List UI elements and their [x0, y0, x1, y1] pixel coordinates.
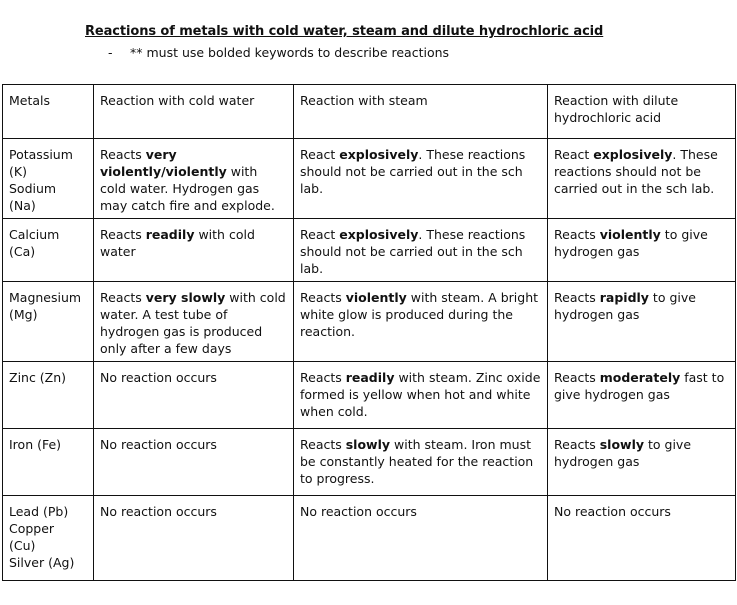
text-post: . These reactions should not be carried out in the sch lab. — [554, 147, 718, 196]
metal-cell — [3, 282, 94, 362]
text-post: with steam. Zinc oxide formed is yellow when hot and white when cold. — [300, 370, 541, 419]
table-row — [3, 139, 736, 219]
table-row — [3, 362, 736, 429]
keyword: very violently/violently — [100, 147, 227, 179]
steam-cell — [294, 429, 548, 496]
text-pre: Reacts — [100, 147, 146, 162]
metal-cell — [3, 362, 94, 429]
keyword: readily — [345, 370, 395, 385]
steam-cell — [294, 362, 548, 429]
keyword: explosively — [593, 147, 673, 162]
metal-name-line: Sodium — [9, 181, 57, 196]
text-post: to give hydrogen gas — [554, 290, 696, 322]
text-pre: Reacts — [554, 227, 600, 242]
cold-water-cell — [94, 282, 294, 362]
header-cell: Reaction with dilute hydrochloric acid — [548, 85, 736, 139]
keyword: explosively — [339, 227, 419, 242]
header-cell: Metals — [3, 85, 94, 139]
header-cell: Reaction with cold water — [94, 85, 294, 139]
table-row — [3, 219, 736, 282]
text-pre: React — [554, 147, 594, 162]
keyword: readily — [145, 227, 195, 242]
metal-name-line: (K) — [9, 164, 27, 179]
cold-water-cell — [94, 219, 294, 282]
acid-cell — [548, 429, 736, 496]
text-pre: Reacts — [554, 290, 600, 305]
text-post: to give hydrogen gas — [554, 227, 708, 259]
text-post: with cold water. Hydrogen gas may catch fire and explode. — [100, 164, 275, 213]
metal-name-line: Silver (Ag) — [9, 555, 75, 570]
text-pre: No reaction occurs — [300, 504, 417, 519]
table-header-row — [3, 85, 736, 139]
steam-cell — [294, 139, 548, 219]
metal-name-line: Potassium — [9, 147, 73, 162]
steam-cell — [294, 282, 548, 362]
document-title: Reactions of metals with cold water, steam and dilute hydrochloric acid — [85, 24, 604, 39]
text-pre: Reacts — [100, 227, 146, 242]
text-pre: Reacts — [300, 437, 346, 452]
metal-name-line: Calcium — [9, 227, 60, 242]
metal-cell — [3, 496, 94, 581]
reactions-table — [2, 84, 736, 581]
cold-water-cell — [94, 139, 294, 219]
text-post: to give hydrogen gas — [554, 437, 692, 469]
metal-name-line: Magnesium — [9, 290, 82, 305]
metal-name-line: (Na) — [9, 198, 36, 213]
acid-cell — [548, 219, 736, 282]
acid-cell — [548, 139, 736, 219]
note-bullet: - — [108, 45, 113, 60]
text-pre: No reaction occurs — [100, 370, 217, 385]
text-pre: Reacts — [554, 370, 600, 385]
keyword: very slowly — [145, 290, 226, 305]
text-post: . These reactions should not be carried out in the sch lab. — [300, 227, 526, 276]
cold-water-cell — [94, 496, 294, 581]
acid-cell — [548, 282, 736, 362]
text-pre: No reaction occurs — [100, 437, 217, 452]
keyword: violently — [599, 227, 661, 242]
metal-name-line: (Ca) — [9, 244, 36, 259]
table-row — [3, 496, 736, 581]
metal-name-line: (Mg) — [9, 307, 38, 322]
metal-cell — [3, 429, 94, 496]
keyword: rapidly — [599, 290, 649, 305]
keyword: violently — [345, 290, 407, 305]
metal-name-line: (Cu) — [9, 538, 36, 553]
text-post: with steam. Iron must be constantly heated for the reaction to progress. — [300, 437, 534, 486]
text-post: with cold water — [100, 227, 255, 259]
keyword: moderately — [599, 370, 681, 385]
steam-cell — [294, 496, 548, 581]
text-pre: Reacts — [100, 290, 146, 305]
steam-cell — [294, 219, 548, 282]
keyword: slowly — [599, 437, 645, 452]
metal-cell — [3, 139, 94, 219]
table-row — [3, 429, 736, 496]
instruction-note — [108, 45, 449, 60]
metal-name-line: Copper — [9, 521, 55, 536]
text-pre: Reacts — [300, 290, 346, 305]
text-post: with steam. A bright white glow is produced during the reaction. — [300, 290, 539, 339]
text-pre: React — [300, 227, 340, 242]
text-pre: No reaction occurs — [554, 504, 671, 519]
metal-name-line: Iron (Fe) — [9, 437, 62, 452]
keyword: slowly — [345, 437, 391, 452]
metal-name-line: Zinc (Zn) — [9, 370, 67, 385]
text-pre: React — [300, 147, 340, 162]
text-post: fast to give hydrogen gas — [554, 370, 725, 402]
text-pre: Reacts — [554, 437, 600, 452]
text-post: . These reactions should not be carried out in the sch lab. — [300, 147, 526, 196]
acid-cell — [548, 362, 736, 429]
keyword: explosively — [339, 147, 419, 162]
text-pre: No reaction occurs — [100, 504, 217, 519]
text-post: with cold water. A test tube of hydrogen gas is produced only after a few days — [100, 290, 286, 356]
cold-water-cell — [94, 429, 294, 496]
metal-name-line: Lead (Pb) — [9, 504, 69, 519]
cold-water-cell — [94, 362, 294, 429]
table-row — [3, 282, 736, 362]
metal-cell — [3, 219, 94, 282]
text-pre: Reacts — [300, 370, 346, 385]
acid-cell — [548, 496, 736, 581]
note-text: ** must use bolded keywords to describe reactions — [130, 45, 450, 60]
header-cell: Reaction with steam — [294, 85, 548, 139]
